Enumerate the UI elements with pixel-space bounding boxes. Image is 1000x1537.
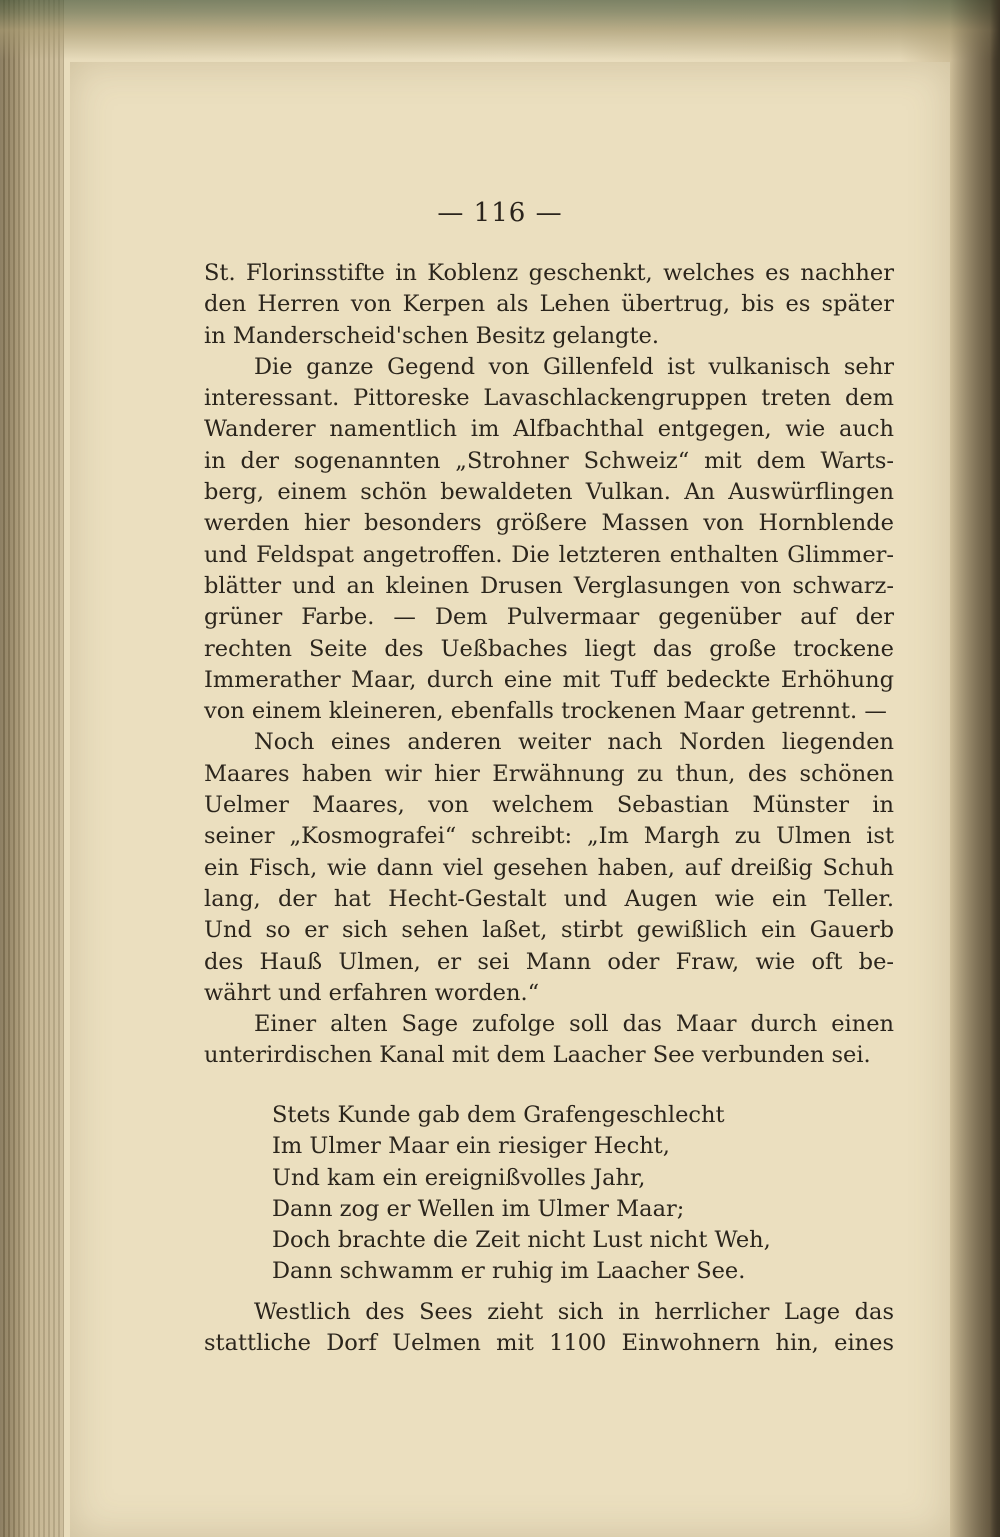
poem-line: Doch brachte die Zeit nicht Lust nicht Weh, xyxy=(272,1227,771,1254)
book-top-edge xyxy=(0,0,1000,60)
closing-text xyxy=(204,1297,894,1360)
body-text xyxy=(204,258,894,1072)
poem-line: Und kam ein ereignißvolles Jahr, xyxy=(272,1164,646,1191)
page-edges xyxy=(0,0,64,1537)
poem-line: Im Ulmer Maar ein riesiger Hecht, xyxy=(272,1133,670,1160)
text-line: werden hier besonders größere Massen von Hornblende xyxy=(204,510,894,537)
text-line: blätter und an kleinen Drusen Verglasungen von schwarz- xyxy=(204,572,894,599)
poem-line: Dann zog er Wellen im Ulmer Maar; xyxy=(272,1195,685,1222)
text-line: rechten Seite des Ueßbaches liegt das große trockene xyxy=(204,635,894,662)
text-line: den Herren von Kerpen als Lehen übertrug, bis es später xyxy=(204,291,894,318)
text-line: von einem kleineren, ebenfalls trockenen Maar getrennt. — xyxy=(204,698,887,725)
text-line: und Feldspat angetroffen. Die letzteren enthalten Glimmer- xyxy=(204,541,894,568)
spine-shadow xyxy=(950,0,1000,1537)
text-line: in Manderscheid'schen Besitz gelangte. xyxy=(204,322,659,349)
text-line: Noch eines anderen weiter nach Norden liegenden xyxy=(254,729,894,756)
text-line: Uelmer Maares, von welchem Sebastian Münster in xyxy=(204,792,894,819)
text-line: Die ganze Gegend von Gillenfeld ist vulkanisch sehr xyxy=(254,353,894,380)
text-line: St. Florinsstifte in Koblenz geschenkt, welches es nachher xyxy=(204,260,894,286)
text-line: unterirdischen Kanal mit dem Laacher See verbunden sei. xyxy=(204,1042,871,1069)
text-line: interessant. Pittoreske Lavaschlackengruppen treten dem xyxy=(204,385,894,412)
text-line: stattliche Dorf Uelmen mit 1100 Einwohnern hin, eines xyxy=(204,1330,894,1357)
text-line: seiner „Kosmografei“ schreibt: „Im Margh zu Ulmen ist xyxy=(204,823,894,850)
page-number: — 116 — xyxy=(437,198,563,228)
text-line: Und so er sich sehen laßet, stirbt gewißlich ein Gauerb xyxy=(204,917,894,944)
text-line: lang, der hat Hecht-Gestalt und Augen wie ein Teller. xyxy=(204,885,894,912)
text-line: ein Fisch, wie dann viel gesehen haben, auf dreißig Schuh xyxy=(204,854,894,881)
text-line: berg, einem schön bewaldeten Vulkan. An Auswürflingen xyxy=(204,479,894,506)
text-line: Maares haben wir hier Erwähnung zu thun, des schönen xyxy=(204,760,894,787)
text-line: des Hauß Ulmen, er sei Mann oder Fraw, wie oft be- xyxy=(204,948,894,975)
text-line: Immerather Maar, durch eine mit Tuff bedeckte Erhöhung xyxy=(204,666,894,693)
text-line: Wanderer namentlich im Alfbachthal entgegen, wie auch xyxy=(204,416,894,443)
text-line: währt und erfahren worden.“ xyxy=(204,979,540,1006)
text-line: Einer alten Sage zufolge soll das Maar durch einen xyxy=(254,1011,894,1038)
text-line: grüner Farbe. — Dem Pulvermaar gegenüber auf der xyxy=(204,604,894,631)
poem-line: Stets Kunde gab dem Grafengeschlecht xyxy=(272,1102,725,1128)
text-line: Westlich des Sees zieht sich in herrlicher Lage das xyxy=(254,1299,894,1325)
poem-line: Dann schwamm er ruhig im Laacher See. xyxy=(272,1258,746,1285)
poem xyxy=(272,1100,892,1288)
text-line: in der sogenannten „Strohner Schweiz“ mit dem Warts- xyxy=(204,447,894,474)
